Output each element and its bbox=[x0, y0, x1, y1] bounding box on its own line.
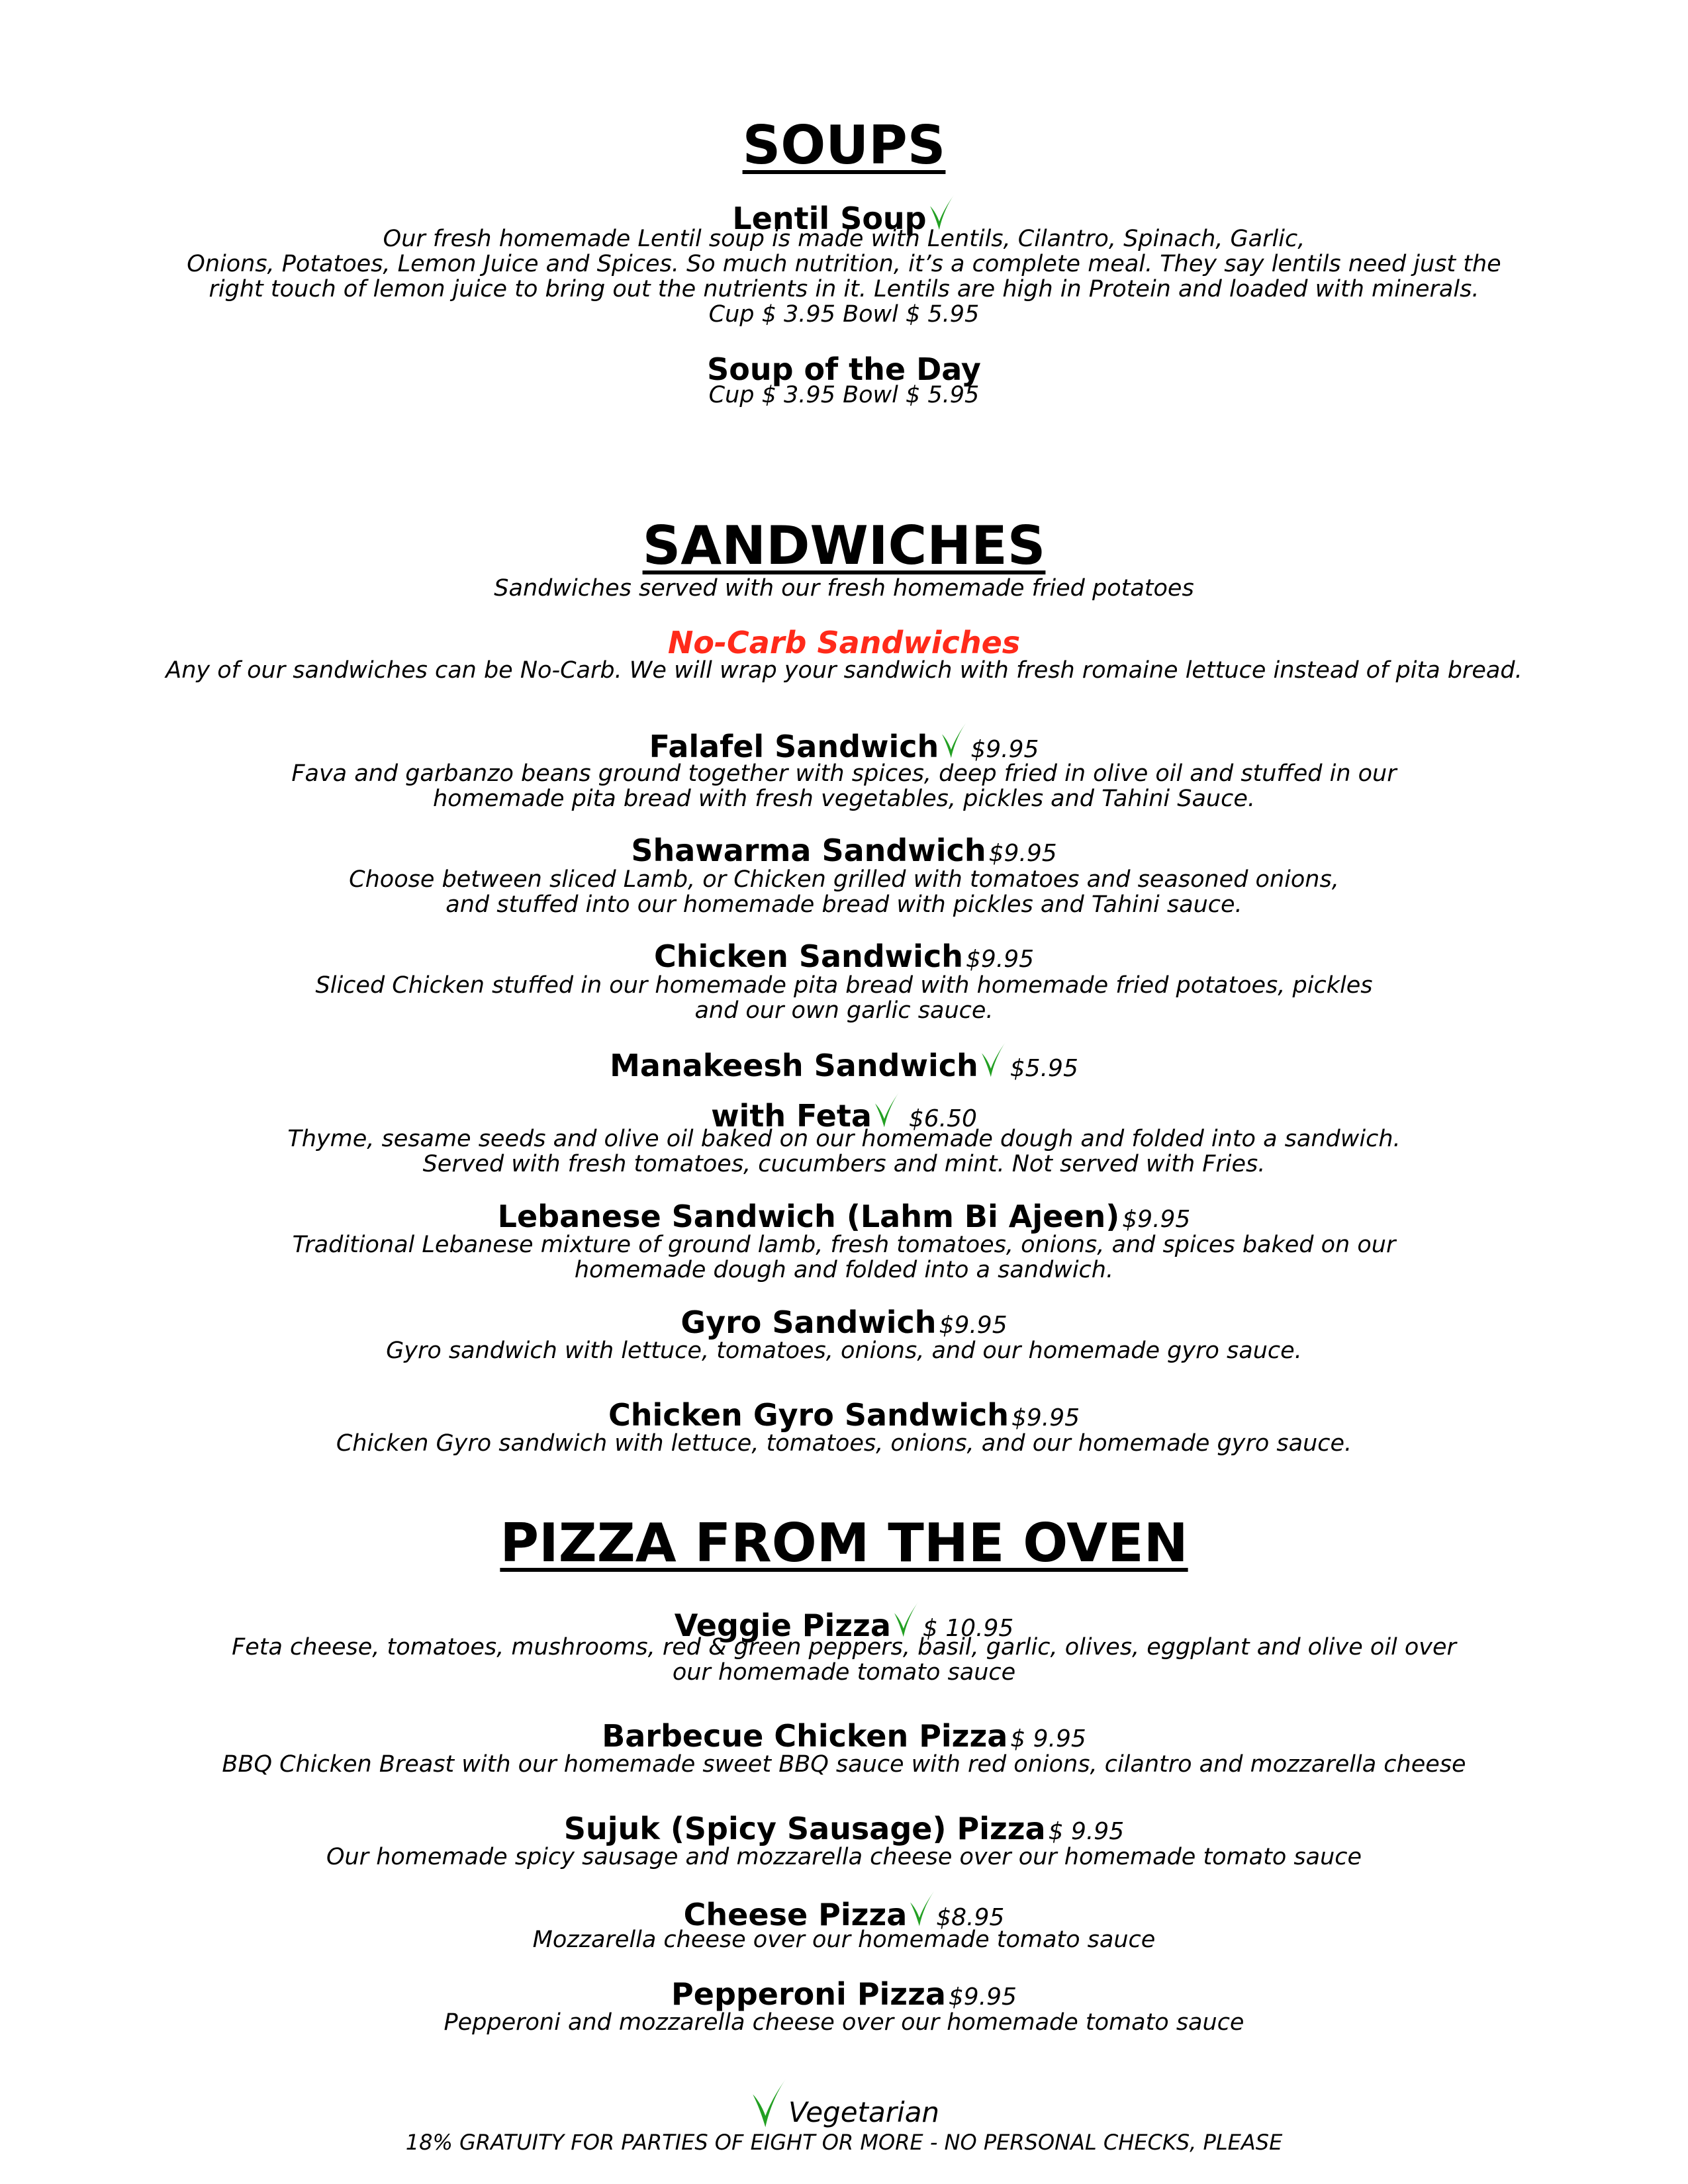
lebanese-sandwich-item bbox=[0, 1201, 1688, 1233]
item-name: Cheese Pizza bbox=[683, 1897, 908, 1933]
item-price: $9.95 bbox=[970, 736, 1039, 763]
cheese-pizza-item bbox=[0, 1889, 1688, 1931]
vegetarian-legend bbox=[0, 2077, 1688, 2130]
bbq-chicken-pizza-item bbox=[0, 1718, 1688, 1754]
chicken-gyro-sandwich-item bbox=[0, 1397, 1688, 1433]
vegetarian-check-icon bbox=[873, 1091, 901, 1129]
item-price: $9.95 bbox=[948, 1983, 1017, 2011]
soup-of-the-day-name: Soup of the Day bbox=[707, 351, 981, 387]
item-price: $9.95 bbox=[988, 840, 1057, 867]
chicken-gyro-desc-1: Chicken Gyro sandwich with lettuce, tomatoes, onions, and our homemade gyro sauce. bbox=[336, 1430, 1352, 1457]
soups-heading: SOUPS bbox=[742, 114, 946, 176]
sujuk-pizza-desc-1: Our homemade spicy sausage and mozzarella cheese over our homemade tomato sauce bbox=[326, 1844, 1362, 1870]
vegetarian-check-icon bbox=[892, 1600, 920, 1639]
shawarma-sandwich-item bbox=[0, 835, 1688, 867]
item-price: $9.95 bbox=[965, 946, 1035, 973]
item-name: Falafel Sandwich bbox=[649, 729, 939, 764]
shawarma-desc-2: and stuffed into our homemade bread with pickles and Tahini sauce. bbox=[445, 891, 1243, 918]
lebanese-desc-2: homemade dough and folded into a sandwich. bbox=[574, 1257, 1114, 1283]
lentil-soup-desc-2: Onions, Potatoes, Lemon Juice and Spices. So much nutrition, it’s a complete meal. They say lentils need just the bbox=[187, 251, 1501, 277]
manakeesh-desc-1: Thyme, sesame seeds and olive oil baked on our homemade dough and folded into a sandwich. bbox=[287, 1126, 1401, 1152]
item-name: Manakeesh Sandwich bbox=[610, 1048, 978, 1083]
lentil-soup-desc-3: right touch of lemon juice to bring out the nutrients in it. Lentils are high in Protein and loaded with minerals. bbox=[209, 276, 1479, 302]
pizza-heading: PIZZA FROM THE OVEN bbox=[500, 1512, 1188, 1574]
falafel-sandwich-item bbox=[0, 721, 1688, 763]
item-name: with Feta bbox=[711, 1098, 872, 1134]
falafel-desc-2: homemade pita bread with fresh vegetables, pickles and Tahini Sauce. bbox=[433, 786, 1255, 812]
vegetarian-check-icon bbox=[908, 1889, 936, 1928]
item-price: $9.95 bbox=[1011, 1404, 1080, 1432]
item-price: $9.95 bbox=[1122, 1206, 1191, 1233]
item-name: Sujuk (Spicy Sausage) Pizza bbox=[563, 1811, 1046, 1846]
lebanese-desc-1: Traditional Lebanese mixture of ground lamb, fresh tomatoes, onions, and spices baked on our bbox=[292, 1232, 1396, 1258]
lentil-soup-desc-1: Our fresh homemade Lentil soup is made with Lentils, Cilantro, Spinach, Garlic, bbox=[383, 226, 1305, 252]
no-carb-heading: No-Carb Sandwiches bbox=[667, 625, 1021, 660]
item-name: Gyro Sandwich bbox=[680, 1304, 937, 1340]
item-name: Barbecue Chicken Pizza bbox=[602, 1718, 1008, 1754]
shawarma-desc-1: Choose between sliced Lamb, or Chicken grilled with tomatoes and seasoned onions, bbox=[349, 866, 1339, 893]
cheese-pizza-desc-1: Mozzarella cheese over our homemade tomato sauce bbox=[532, 1927, 1156, 1953]
lentil-soup-price: Cup $ 3.95 Bowl $ 5.95 bbox=[708, 301, 980, 328]
item-name: Veggie Pizza bbox=[674, 1608, 891, 1643]
gyro-desc-1: Gyro sandwich with lettuce, tomatoes, onions, and our homemade gyro sauce. bbox=[386, 1338, 1302, 1364]
falafel-desc-1: Fava and garbanzo beans ground together with spices, deep fried in olive oil and stuffed in our bbox=[291, 760, 1397, 787]
item-price: $ 9.95 bbox=[1048, 1818, 1125, 1845]
sujuk-pizza-item bbox=[0, 1813, 1688, 1845]
item-price: $ 10.95 bbox=[922, 1615, 1014, 1642]
vegetarian-check-icon bbox=[750, 2077, 788, 2130]
item-name: Lentil Soup bbox=[732, 201, 927, 236]
item-name: Pepperoni Pizza bbox=[671, 1976, 946, 2012]
vegetarian-check-icon bbox=[980, 1040, 1008, 1079]
item-price: $6.50 bbox=[908, 1105, 977, 1132]
legend-label: Vegetarian bbox=[788, 2096, 940, 2128]
chicken-desc-1: Sliced Chicken stuffed in our homemade pita bread with homemade fried potatoes, pickles bbox=[315, 972, 1373, 999]
footer-note: 18% GRATUITY FOR PARTIES OF EIGHT OR MORE - NO PERSONAL CHECKS, PLEASE bbox=[405, 2130, 1283, 2155]
item-price: $5.95 bbox=[1009, 1055, 1078, 1082]
gyro-sandwich-item bbox=[0, 1304, 1688, 1340]
veggie-pizza-desc-2: our homemade tomato sauce bbox=[672, 1659, 1016, 1686]
item-name: Chicken Sandwich bbox=[653, 938, 963, 974]
vegetarian-check-icon bbox=[940, 721, 968, 760]
manakeesh-desc-2: Served with fresh tomatoes, cucumbers and mint. Not served with Fries. bbox=[422, 1151, 1266, 1177]
chicken-desc-2: and our own garlic sauce. bbox=[694, 997, 994, 1024]
manakeesh-sandwich-item bbox=[0, 1040, 1688, 1082]
item-price: $ 9.95 bbox=[1010, 1725, 1086, 1752]
item-price: $8.95 bbox=[936, 1904, 1005, 1931]
item-name: Chicken Gyro Sandwich bbox=[608, 1397, 1009, 1433]
item-name: Lebanese Sandwich (Lahm Bi Ajeen) bbox=[497, 1199, 1120, 1234]
pepperoni-pizza-item bbox=[0, 1976, 1688, 2012]
bbq-pizza-desc-1: BBQ Chicken Breast with our homemade sweet BBQ sauce with red onions, cilantro and mozzarella cheese bbox=[222, 1751, 1466, 1778]
chicken-sandwich-item bbox=[0, 938, 1688, 974]
item-name: Shawarma Sandwich bbox=[631, 833, 986, 868]
sandwiches-heading: SANDWICHES bbox=[642, 515, 1046, 576]
item-price: $9.95 bbox=[939, 1312, 1008, 1339]
veggie-pizza-desc-1: Feta cheese, tomatoes, mushrooms, red & green peppers, basil, garlic, olives, eggplant and olive oil over bbox=[232, 1634, 1456, 1661]
sandwiches-subtitle: Sandwiches served with our fresh homemade fried potatoes bbox=[494, 575, 1194, 602]
soup-of-the-day-price: Cup $ 3.95 Bowl $ 5.95 bbox=[708, 382, 980, 408]
pepperoni-pizza-desc-1: Pepperoni and mozzarella cheese over our homemade tomato sauce bbox=[444, 2009, 1244, 2036]
no-carb-desc: Any of our sandwiches can be No-Carb. We will wrap your sandwich with fresh romaine lettuce instead of pita bread. bbox=[165, 657, 1523, 684]
